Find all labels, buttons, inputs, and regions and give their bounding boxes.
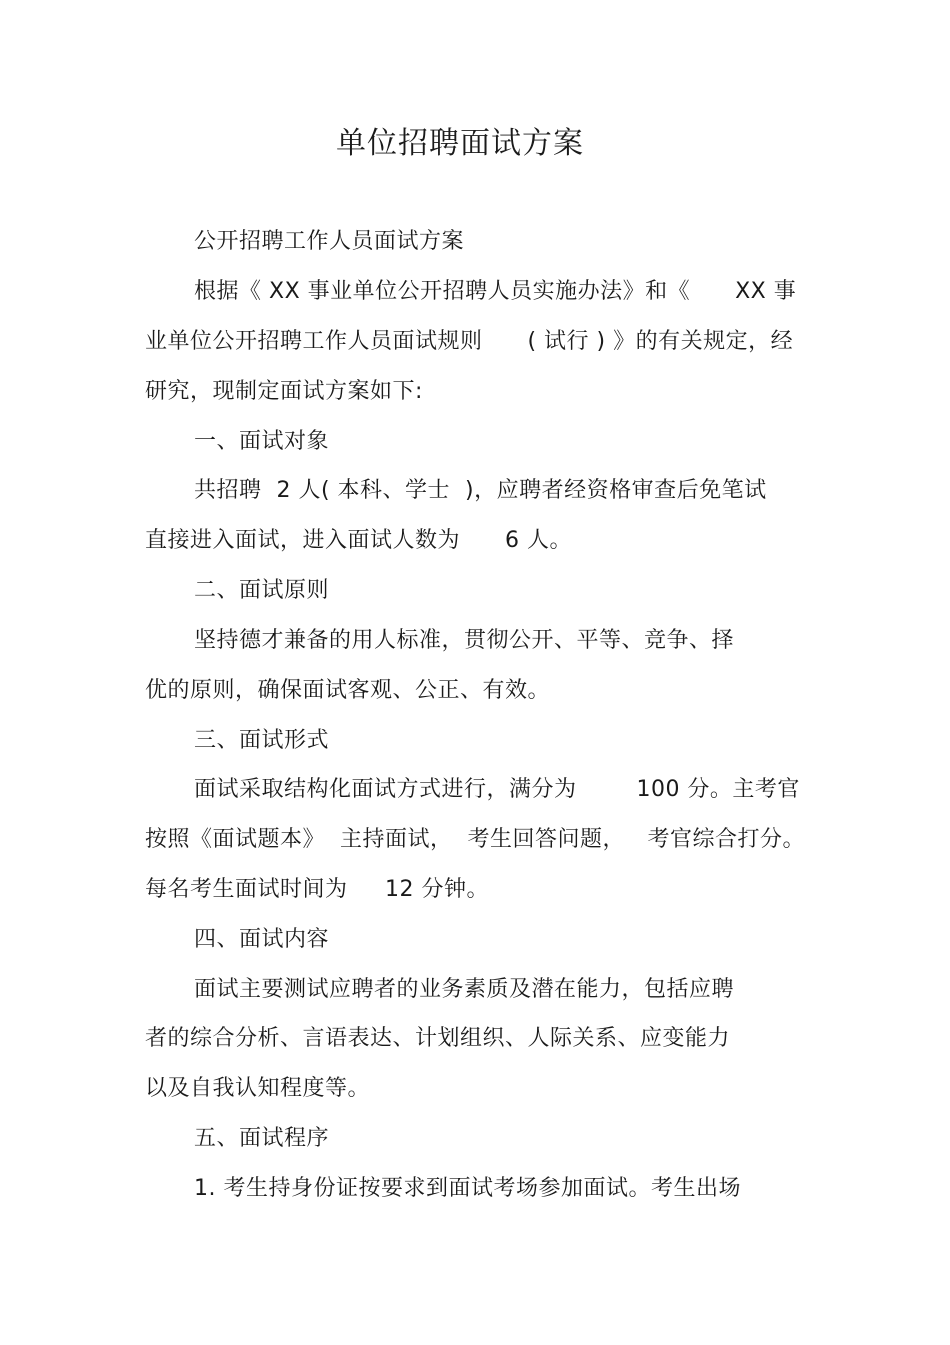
document-title: 单位招聘面试方案 [336,126,584,161]
paragraph-line: 按照《面试题本》 主持面试， 考生回答问题， 考官综合打分。 [145,827,805,852]
paragraph-line: 1. 考生持身份证按要求到面试考场参加面试。考生出场 [194,1176,741,1201]
paragraph-line: 以及自我认知程度等。 [145,1076,371,1101]
section-heading: 五、面试程序 [194,1126,330,1151]
paragraph-line: 面试采取结构化面试方式进行，满分为 100 分。主考官 [194,777,800,802]
paragraph-line: 者的综合分析、言语表达、计划组织、人际关系、应变能力 [145,1026,731,1051]
paragraph-line: 业单位公开招聘工作人员面试规则 ( 试行 ) 》的有关规定，经 [145,329,794,354]
paragraph-line: 直接进入面试，进入面试人数为 6 人。 [145,528,572,553]
paragraph-line: 研究，现制定面试方案如下: [145,379,423,404]
section-heading: 一、面试对象 [194,429,330,454]
section-heading: 二、面试原则 [194,578,330,603]
paragraph-line: 共招聘 2 人( 本科、学士 )，应聘者经资格审查后免笔试 [194,478,767,503]
section-heading: 四、面试内容 [194,927,330,952]
paragraph-line: 面试主要测试应聘者的业务素质及潜在能力，包括应聘 [194,977,735,1002]
paragraph-line: 每名考生面试时间为 12 分钟。 [145,877,489,902]
subtitle-line: 公开招聘工作人员面试方案 [194,229,465,254]
paragraph-line: 坚持德才兼备的用人标准，贯彻公开、平等、竞争、择 [194,628,735,653]
paragraph-line: 优的原则，确保面试客观、公正、有效。 [145,678,551,703]
section-heading: 三、面试形式 [194,728,330,753]
paragraph-line: 根据《 XX 事业单位公开招聘人员实施办法》和《 XX 事 [194,279,797,304]
